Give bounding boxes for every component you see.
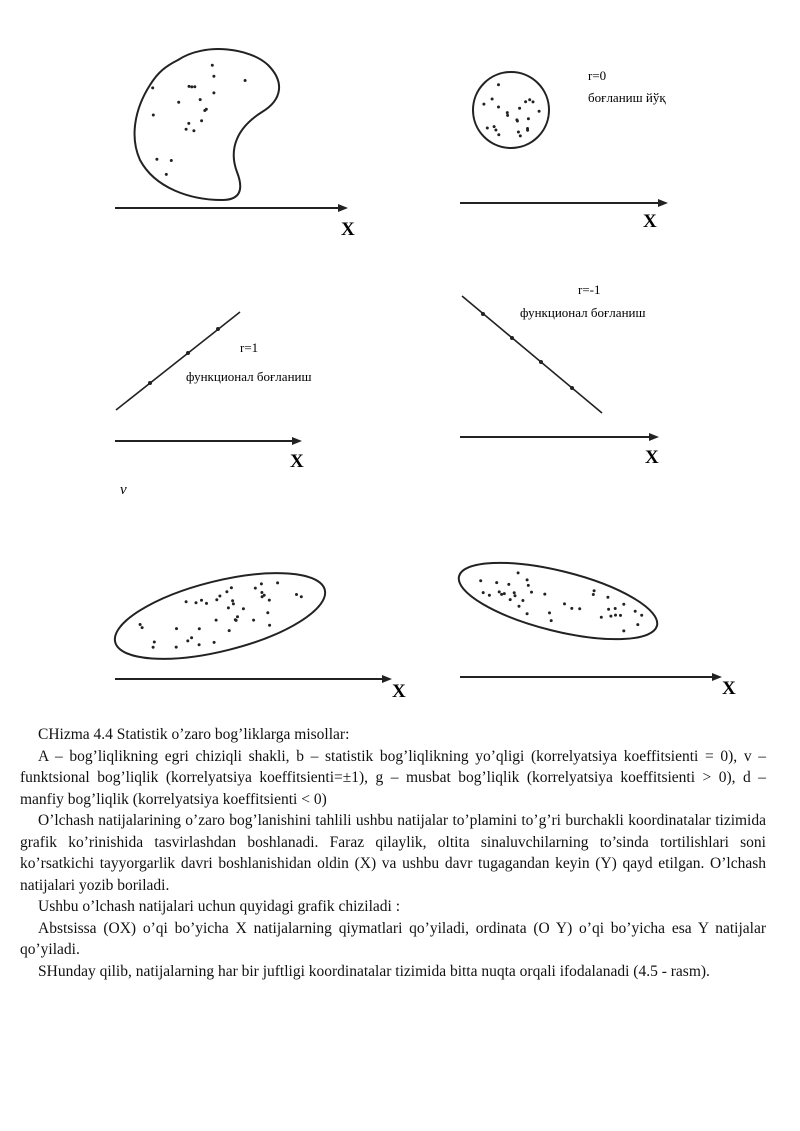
x-axis-label-d: X [722, 678, 736, 699]
scatter-dot-a [205, 108, 208, 111]
scatter-dot-g [266, 611, 269, 614]
scatter-dot-d [609, 615, 612, 618]
scatter-dot-g [276, 581, 279, 584]
scatter-dot-b [493, 125, 496, 128]
scatter-dot-d [479, 579, 482, 582]
scatter-dot-g [295, 593, 298, 596]
scatter-dot-d [513, 591, 516, 594]
scatter-dot-g [152, 646, 155, 649]
scatter-dot-a [211, 64, 214, 67]
scatter-dot-b [527, 117, 530, 120]
scatter-dot-g [200, 599, 203, 602]
scatter-dot-d [517, 571, 520, 574]
scatter-dot-d [498, 590, 501, 593]
scatter-dot-d [619, 614, 622, 617]
scatter-dot-g [231, 599, 234, 602]
scatter-dot-g [186, 639, 189, 642]
scatter-dot-g [190, 636, 193, 639]
scatter-dot-g [268, 624, 271, 627]
scatter-dot-a [199, 98, 202, 101]
scatter-dot-g [228, 629, 231, 632]
annotation-functional-neg: функционал боғланиш [520, 305, 646, 320]
scatter-dot-g [175, 646, 178, 649]
scatter-dot-a [170, 159, 173, 162]
scatter-dot-d [495, 581, 498, 584]
scatter-dot-d [507, 583, 510, 586]
scatter-dot-b [497, 106, 500, 109]
scatter-dot-b [526, 129, 529, 132]
scatter-dot-a [187, 122, 190, 125]
scatter-dot-d [521, 599, 524, 602]
scatter-dot-g [260, 582, 263, 585]
annotation-r-minus-one: r=-1 [578, 282, 601, 297]
scatter-dot-d [592, 593, 595, 596]
scatter-dot-a [152, 114, 155, 117]
scatter-dot-b [516, 120, 519, 123]
scatter-dot-b [528, 98, 531, 101]
scatter-dot-d [614, 607, 617, 610]
scatter-dot-b [497, 133, 500, 136]
scatter-dot-d [503, 592, 506, 595]
scatter-dot-d [614, 614, 617, 617]
scatter-dot-d [482, 591, 485, 594]
x-axis-label-v-pos: X [290, 451, 304, 472]
scatter-dot-b [524, 100, 527, 103]
scatter-dot-a [165, 173, 168, 176]
scatter-dot-d [509, 598, 512, 601]
scatter-dot-g [198, 627, 201, 630]
scatter-dot-d [563, 602, 566, 605]
scatter-dot-a [212, 91, 215, 94]
scatter-dot-a [244, 79, 247, 82]
scatter-dot-a [151, 86, 154, 89]
x-axis-label-b: X [643, 211, 657, 232]
scatter-dot-a [155, 158, 158, 161]
scatter-dot-g [175, 627, 178, 630]
panel-letter-v: v [120, 482, 127, 498]
scatter-dot-b [497, 83, 500, 86]
scatter-dot-g [232, 602, 235, 605]
scatter-dot-g [254, 587, 257, 590]
scatter-dot-b [506, 111, 509, 114]
scatter-dot-g [252, 619, 255, 622]
scatter-dot-d [530, 591, 533, 594]
annotation-r-zero: r=0 [588, 68, 607, 83]
scatter-dot-d [527, 584, 530, 587]
paragraph-legend: A – bog’liqlikning egri chiziqli shakli, b – statistik bog’liqlikning yo’qligi (korrelyatsiya koeffitsienti = 0), v – funktsional bog’liqlik (korrelyatsiya koeffitsienti=±1), g – musbat bog’liqlik (korrelyatsiya koeffitsienti > 0), d – manfiy bog’liqlik (korrelyatsiya koeffitsienti < 0) [20, 747, 766, 808]
scatter-dot-g [300, 595, 303, 598]
scatter-dot-a [212, 75, 215, 78]
paragraph-graph: Ushbu o’lchash natijalari uchun quyidagi grafik chiziladi : [38, 898, 400, 915]
scatter-dot-a [185, 128, 188, 131]
scatter-dot-b [532, 100, 535, 103]
scatter-dot-b [506, 114, 509, 117]
scatter-dot-a [190, 85, 193, 88]
annotation-r-one: r=1 [240, 340, 259, 355]
x-axis-label-v-neg: X [645, 447, 659, 468]
scatter-dot-d [500, 593, 503, 596]
scatter-dot-g [218, 595, 221, 598]
scatter-dot-b [517, 131, 520, 134]
ellipse-outline-positive [107, 556, 334, 676]
circle-outline [473, 72, 549, 148]
scatter-dot-b [519, 134, 522, 137]
scatter-dot-g [227, 606, 230, 609]
scatter-dot-d [593, 589, 596, 592]
scatter-dot-d [600, 616, 603, 619]
scatter-dot-b [518, 107, 521, 110]
scatter-dot-b [482, 103, 485, 106]
scatter-dot-d [548, 611, 551, 614]
scatter-dot-g [242, 607, 245, 610]
scatter-dot-d [640, 614, 643, 617]
scatter-dot-g [236, 615, 239, 618]
scatter-dot-b [486, 127, 489, 130]
scatter-dot-g [205, 602, 208, 605]
x-axis-label-g: X [392, 681, 406, 702]
scatter-dot-g [235, 619, 238, 622]
scatter-dot-d [622, 629, 625, 632]
scatter-dot-g [268, 599, 271, 602]
scatter-dot-g [195, 601, 198, 604]
scatter-dot-d [526, 612, 529, 615]
scatter-dot-b [538, 110, 541, 113]
scatter-dot-d [578, 607, 581, 610]
scatter-dot-d [606, 596, 609, 599]
curved-blob-outline [135, 49, 280, 200]
paragraph-axes: Abstsissa (OX) o’qi bo’yicha X natijalarning qiymatlari qo’yiladi, ordinata (O Y) o’qi bo’yicha esa Y natijalar qo’yiladi. [20, 919, 766, 958]
paragraph-analysis: O’lchash natijalarining o’zaro bog’lanishini tahlili ushbu natijalar to’plamini to’g’ri burchakli koordinatalar tizimida grafik ko’rinishida tasvirlashdan boshlanadi. Faraz qilaylik, oltita sinaluvchilarning to’sinda tortilishlari soni ko’rsatkichi tayyorgarlik davri boshlanishidan oldin (X) va ushbu davr tugagandan keyin (Y) qayd etilgan. O’lchash natijalari yozib boriladi. [20, 812, 766, 894]
scatter-dot-d [550, 619, 553, 622]
scatter-dot-g [230, 586, 233, 589]
body-text [20, 724, 766, 982]
scatter-dot-a [192, 129, 195, 132]
scatter-dot-d [543, 593, 546, 596]
paragraph-conclusion: SHunday qilib, natijalarning har bir juftligi koordinatalar tizimida bitta nuqta orqali ifodalanadi (4.5 - rasm). [38, 962, 710, 980]
scatter-dot-d [526, 578, 529, 581]
annotation-functional-pos: функционал боғланиш [186, 369, 312, 384]
scatter-dot-a [188, 85, 191, 88]
scatter-dot-d [634, 610, 637, 613]
scatter-dot-g [153, 641, 156, 644]
scatter-dot-g [139, 623, 142, 626]
scatter-dot-g [215, 619, 218, 622]
scatter-dot-d [488, 594, 491, 597]
scatter-dot-g [261, 595, 264, 598]
ellipse-outline-negative [452, 547, 664, 655]
scatter-dot-d [607, 608, 610, 611]
scatter-dot-g [260, 591, 263, 594]
scatter-dot-g [213, 641, 216, 644]
scatter-dot-d [514, 594, 517, 597]
scatter-dot-d [636, 623, 639, 626]
scatter-dot-a [177, 101, 180, 104]
scatter-dot-d [518, 605, 521, 608]
scatter-dot-g [185, 600, 188, 603]
scatter-dot-d [622, 603, 625, 606]
scatter-dot-g [198, 643, 201, 646]
x-axis-label-a: X [341, 219, 355, 240]
scatter-dot-g [225, 590, 228, 593]
scatter-dot-g [141, 626, 144, 629]
line-positive [116, 312, 240, 410]
scatter-dot-b [491, 98, 494, 101]
scatter-dot-g [215, 598, 218, 601]
annotation-no-relation: боғланиш йўқ [588, 90, 666, 105]
scatter-dot-d [570, 607, 573, 610]
scatter-dot-b [494, 129, 497, 132]
scatter-dot-a [193, 85, 196, 88]
figure-caption: CHizma 4.4 Statistik o’zaro bog’liklarga misollar: [38, 726, 350, 743]
scatter-dot-a [200, 119, 203, 122]
